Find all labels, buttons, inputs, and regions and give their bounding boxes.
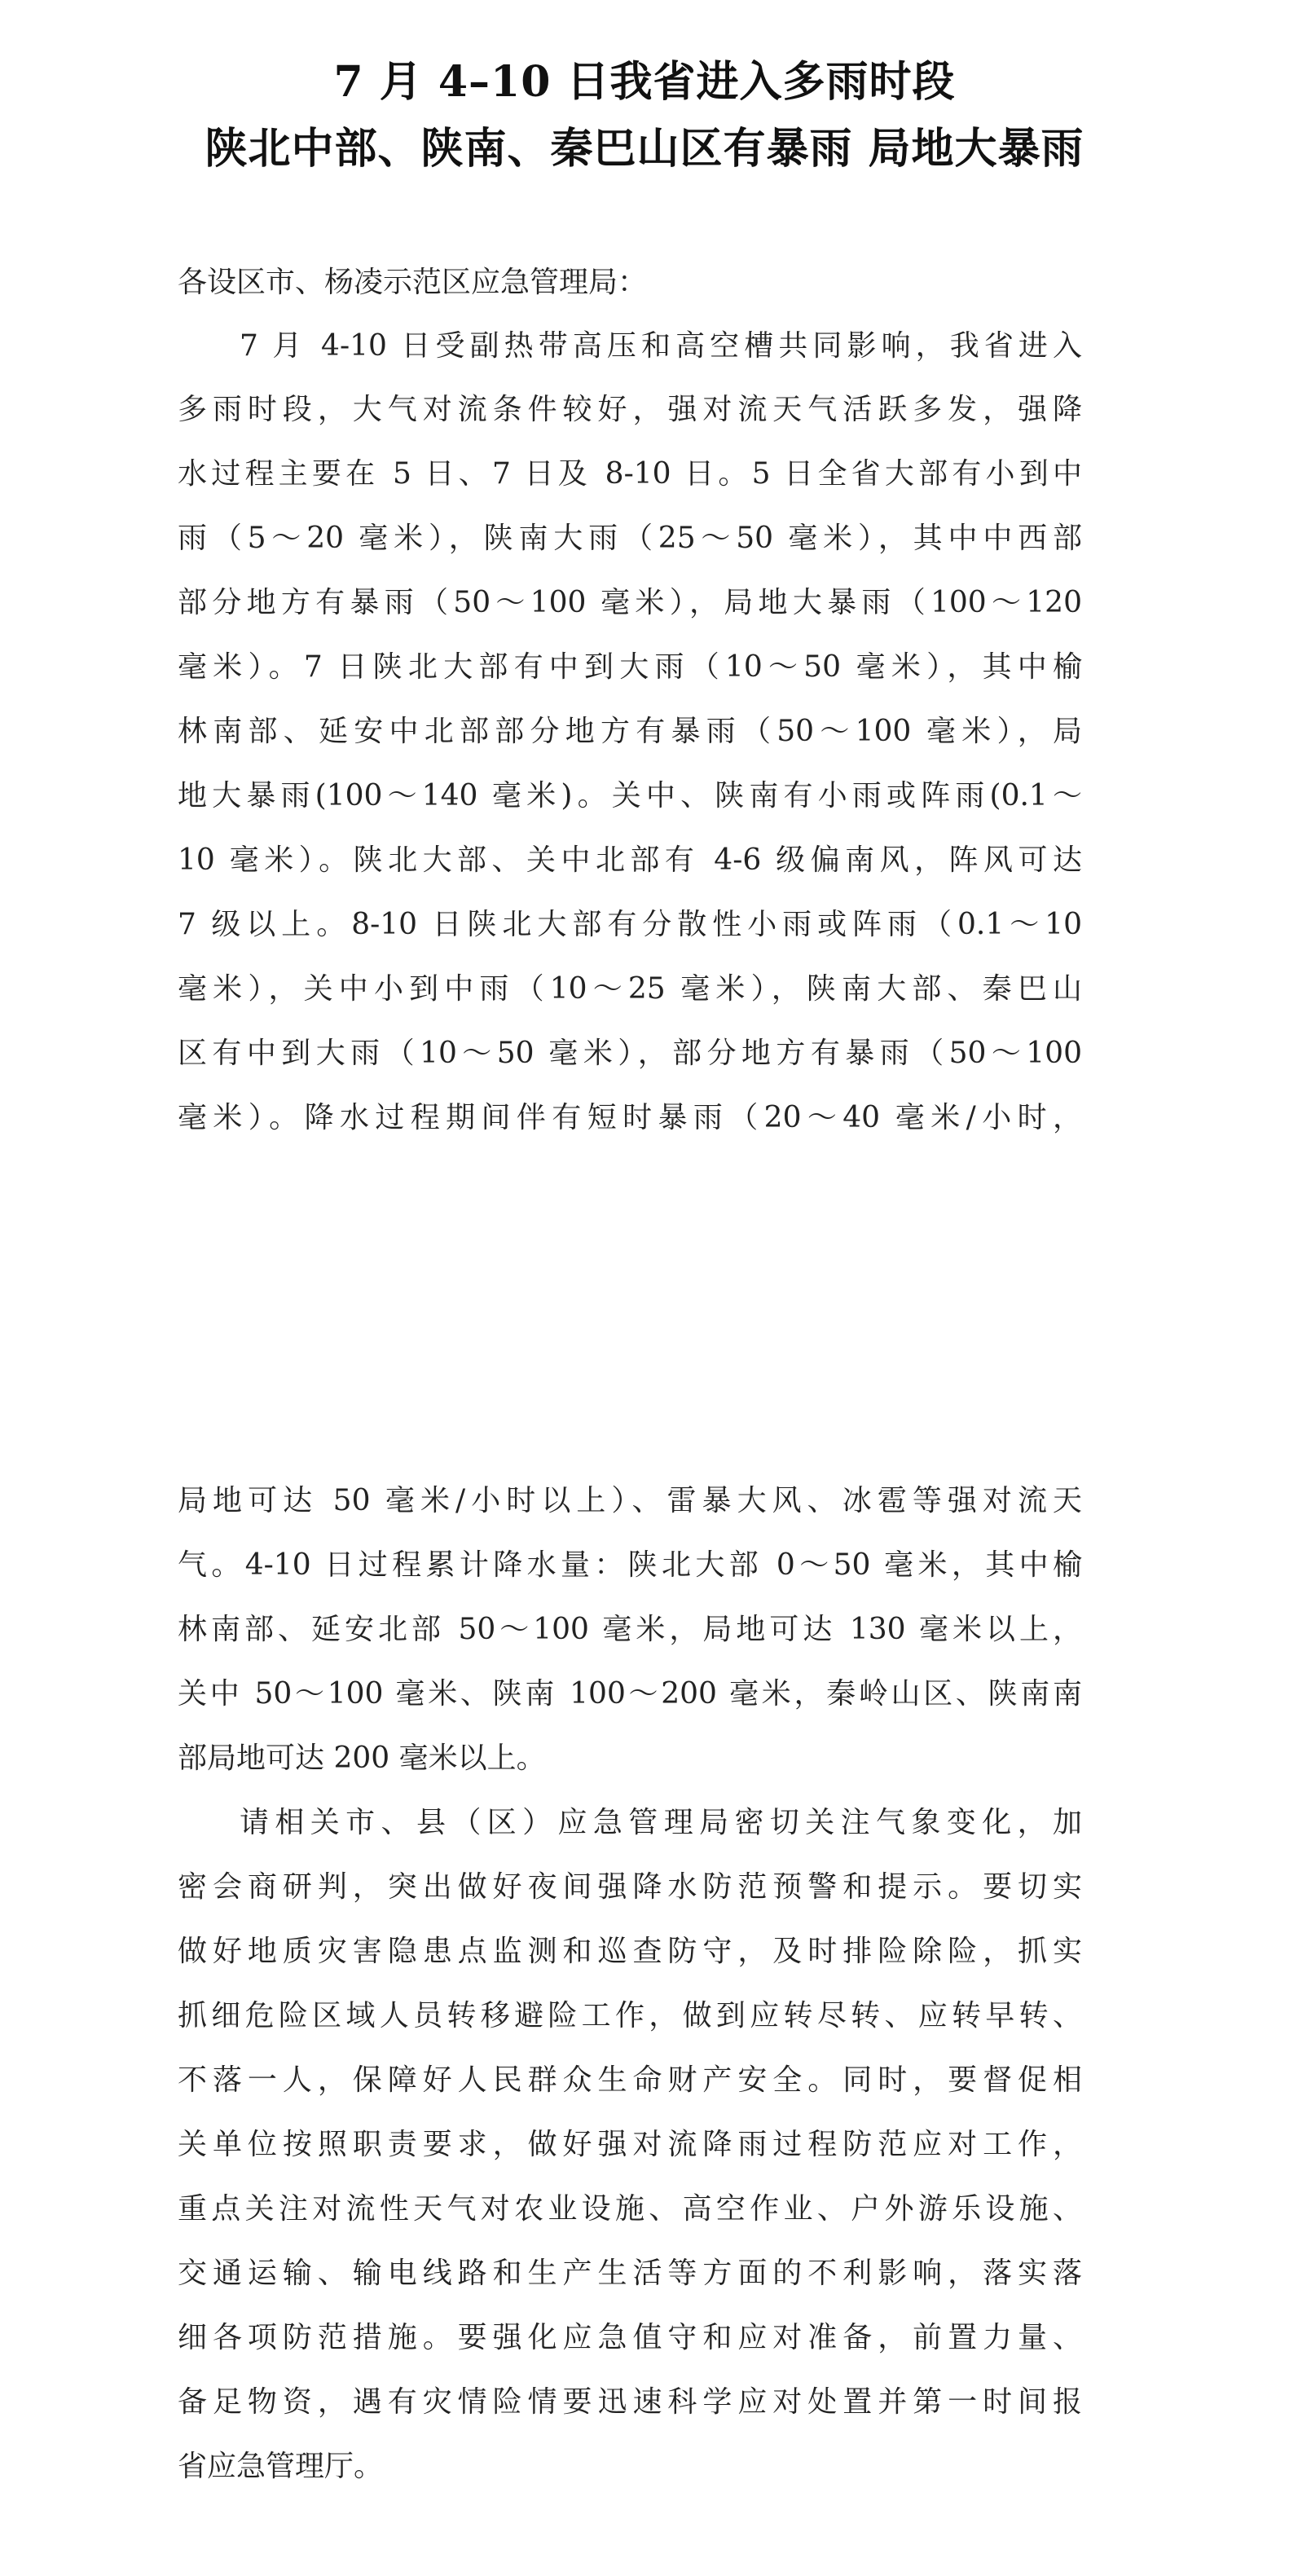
paragraph-1-line: 水过程主要在 5 日、7 日及 8-10 日。5 日全省大部有小到中: [178, 457, 1082, 491]
paragraph-1-line: 雨（5～20 毫米），陕南大雨（25～50 毫米），其中中西部: [178, 522, 1082, 555]
paragraph-2-line: 关单位按照职责要求，做好强对流降雨过程防范应对工作，: [178, 2128, 1082, 2161]
paragraph-2-line: 做好地质灾害隐患点监测和巡查防守，及时排险除险，抓实: [178, 1935, 1082, 1968]
paragraph-1-line: 部局地可达 200 毫米以上。: [178, 1742, 546, 1775]
paragraph-2-line: 抓细危险区域人员转移避险工作，做到应转尽转、应转早转、: [178, 1999, 1082, 2032]
paragraph-2-line: 重点关注对流性天气对农业设施、高空作业、户外游乐设施、: [178, 2192, 1082, 2226]
paragraph-2-line: 不落一人，保障好人民群众生命财产安全。同时，要督促相: [178, 2063, 1082, 2097]
paragraph-1-line: 林南部、延安中北部部分地方有暴雨（50～100 毫米），局: [178, 715, 1082, 748]
paragraph-1-line: 毫米）。降水过程期间伴有短时暴雨（20～40 毫米/小时，: [178, 1101, 1082, 1134]
paragraph-1-line: 区有中到大雨（10～50 毫米），部分地方有暴雨（50～100: [178, 1037, 1082, 1070]
paragraph-2-line: 交通运输、输电线路和生产生活等方面的不利影响，落实落: [178, 2257, 1082, 2290]
paragraph-1-line: 局地可达 50 毫米/小时以上）、雷暴大风、冰雹等强对流天: [178, 1484, 1082, 1517]
paragraph-1-line: 部分地方有暴雨（50～100 毫米），局地大暴雨（100～120: [178, 586, 1082, 619]
salutation: 各设区市、杨凌示范区应急管理局：: [178, 266, 648, 299]
document-title-line-1: 7 月 4–10 日我省进入多雨时段: [333, 57, 956, 107]
document-title-line-2: 陕北中部、陕南、秦巴山区有暴雨 局地大暴雨: [205, 124, 1084, 174]
paragraph-1-line: 林南部、延安北部 50～100 毫米，局地可达 130 毫米以上，: [178, 1613, 1082, 1646]
paragraph-2-line: 请相关市、县（区）应急管理局密切关注气象变化，加: [240, 1806, 1082, 1839]
paragraph-1-line: 气。4-10 日过程累计降水量：陕北大部 0～50 毫米，其中榆: [178, 1548, 1082, 1582]
paragraph-1-line: 10 毫米）。陕北大部、关中北部有 4-6 级偏南风，阵风可达: [178, 843, 1082, 877]
paragraph-1-line: 关中 50～100 毫米、陕南 100～200 毫米，秦岭山区、陕南南: [178, 1677, 1082, 1711]
paragraph-2-line: 省应急管理厅。: [178, 2450, 384, 2483]
paragraph-2-line: 备足物资，遇有灾情险情要迅速科学应对处置并第一时间报: [178, 2385, 1082, 2419]
paragraph-1-line: 多雨时段，大气对流条件较好，强对流天气活跃多发，强降: [178, 393, 1082, 426]
paragraph-1-line: 毫米），关中小到中雨（10～25 毫米），陕南大部、秦巴山: [178, 972, 1082, 1006]
paragraph-2-line: 密会商研判，突出做好夜间强降水防范预警和提示。要切实: [178, 1870, 1082, 1904]
paragraph-1-line: 毫米）。7 日陕北大部有中到大雨（10～50 毫米），其中榆: [178, 650, 1082, 684]
paragraph-1-line: 地大暴雨(100～140 毫米)。关中、陕南有小雨或阵雨(0.1～: [178, 779, 1082, 812]
paragraph-1-line: 7 级以上。8-10 日陕北大部有分散性小雨或阵雨（0.1～10: [178, 908, 1082, 941]
paragraph-2-line: 细各项防范措施。要强化应急值守和应对准备，前置力量、: [178, 2321, 1082, 2354]
paragraph-1-line: 7 月 4-10 日受副热带高压和高空槽共同影响，我省进入: [240, 329, 1082, 363]
